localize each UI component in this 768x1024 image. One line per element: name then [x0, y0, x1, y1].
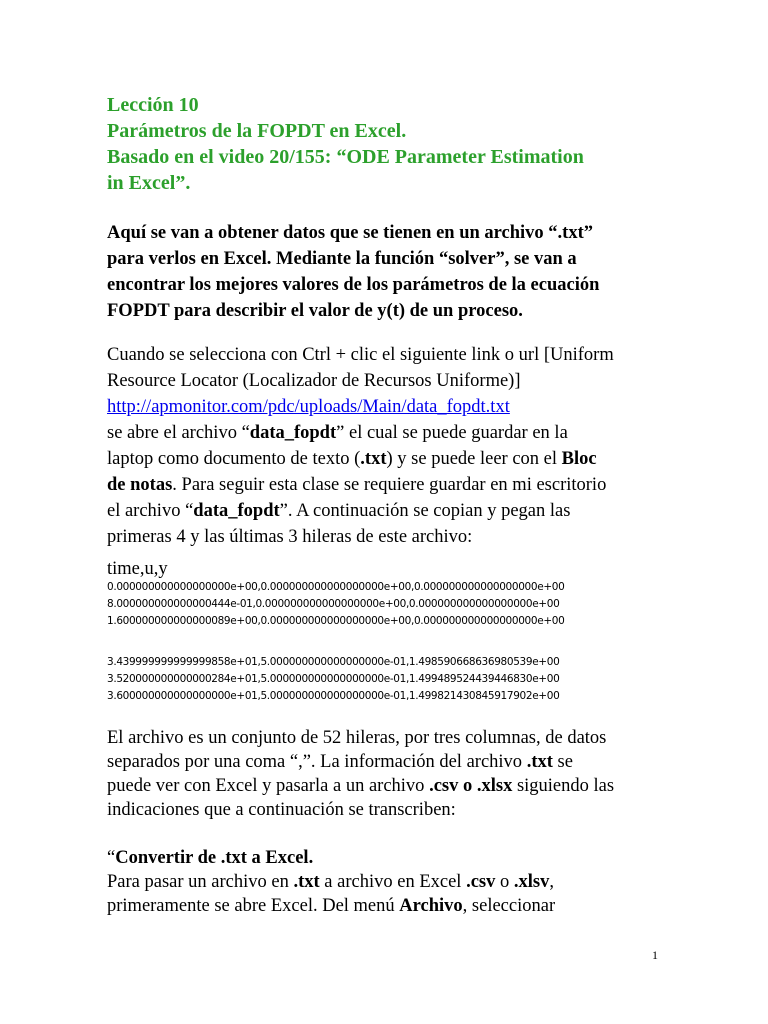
- intro-line: Aquí se van a obtener datos que se tienen en un archivo “.txt”: [107, 223, 594, 243]
- text-line: [107, 870, 677, 894]
- extension-bold: .txt: [293, 872, 320, 892]
- text-line: [107, 750, 677, 774]
- text-run: laptop como documento de texto (: [107, 449, 361, 469]
- text-run: ,: [549, 872, 554, 892]
- text-run: el archivo “: [107, 501, 194, 521]
- data-header: time,u,y: [107, 559, 168, 579]
- data-row: 3.600000000000000000e+01,5.000000000000000000e-01,1.499821430845917902e+00: [107, 690, 560, 702]
- lesson-subtitle: Basado en el video 20/155: “ODE Parameter Estimation: [107, 146, 584, 168]
- section-title: [107, 846, 677, 870]
- paragraph-link: [107, 342, 677, 550]
- paragraph-description: [107, 726, 677, 822]
- text-run: , seleccionar: [462, 896, 556, 916]
- extension-bold: .xlsv: [513, 872, 550, 892]
- data-rows-last: [107, 654, 559, 705]
- filename-bold: data_fopdt: [193, 501, 280, 521]
- text-run: siguiendo las: [512, 776, 615, 796]
- text-run: primeramente se abre Excel. Del menú: [107, 896, 400, 916]
- text-line: Cuando se selecciona con Ctrl + clic el siguiente link o url [Uniform: [107, 345, 614, 365]
- extension-bold: .txt: [360, 449, 387, 469]
- text-line: indicaciones que a continuación se transcriben:: [107, 800, 456, 820]
- data-row: 3.439999999999999858e+01,5.000000000000000000e-01,1.498590668636980539e+00: [107, 656, 560, 668]
- text-run: se: [552, 752, 573, 772]
- data-row: 1.600000000000000089e+00,0.000000000000000000e+00,0.000000000000000000e+00: [107, 615, 565, 627]
- section-title-bold: Convertir de .txt a Excel.: [115, 848, 314, 868]
- text-line: El archivo es un conjunto de 52 hileras, por tres columnas, de datos: [107, 728, 607, 748]
- lesson-number: Lección 10: [107, 94, 199, 116]
- text-line: primeras 4 y las últimas 3 hileras de este archivo:: [107, 527, 473, 547]
- app-name-bold: Bloc: [561, 449, 597, 469]
- text-line: [107, 894, 677, 918]
- page-number: 1: [652, 948, 658, 962]
- text-run: Para pasar un archivo en: [107, 872, 294, 892]
- lesson-heading: [107, 92, 687, 196]
- text-run: se abre el archivo “: [107, 423, 250, 443]
- text-run: . Para seguir esta clase se requiere guardar en mi escritorio: [172, 475, 607, 495]
- text-line: Resource Locator (Localizador de Recursos Uniforme)]: [107, 371, 521, 391]
- filename-bold: data_fopdt: [249, 423, 337, 443]
- extension-bold: .csv: [466, 872, 496, 892]
- intro-line: encontrar los mejores valores de los parámetros de la ecuación: [107, 275, 600, 295]
- text-line: [107, 472, 677, 498]
- menu-name-bold: Archivo: [399, 896, 463, 916]
- text-line: [107, 420, 677, 446]
- text-run: ) y se puede leer con el: [386, 449, 562, 469]
- intro-line: para verlos en Excel. Mediante la función “solver”, se van a: [107, 249, 577, 269]
- data-row: 0.000000000000000000e+00,0.000000000000000000e+00,0.000000000000000000e+00: [107, 581, 565, 593]
- text-run: a archivo en Excel: [319, 872, 467, 892]
- data-file-link[interactable]: http://apmonitor.com/pdc/uploads/Main/data_fopdt.txt: [107, 397, 510, 417]
- text-line: [107, 446, 677, 472]
- text-line: [107, 774, 677, 798]
- data-row: 8.000000000000000444e-01,0.000000000000000000e+00,0.000000000000000000e+00: [107, 598, 560, 610]
- app-name-bold: de notas: [107, 475, 173, 495]
- intro-paragraph: [107, 220, 667, 324]
- intro-line: FOPDT para describir el valor de y(t) de un proceso.: [107, 301, 523, 321]
- extension-bold: .csv o .xlsx: [429, 776, 513, 796]
- text-run: ” el cual se puede guardar en la: [336, 423, 568, 443]
- text-run: “: [107, 848, 116, 868]
- text-run: ”. A continuación se copian y pegan las: [279, 501, 571, 521]
- paragraph-convert: [107, 846, 677, 918]
- text-run: o: [495, 872, 514, 892]
- extension-bold: .txt: [526, 752, 553, 772]
- data-rows-first: [107, 579, 564, 630]
- text-run: separados por una coma “,”. La información del archivo: [107, 752, 527, 772]
- data-row: 3.520000000000000284e+01,5.000000000000000000e-01,1.499489524439446830e+00: [107, 673, 560, 685]
- lesson-subtitle-cont: in Excel”.: [107, 172, 191, 194]
- text-line: [107, 498, 677, 524]
- text-run: puede ver con Excel y pasarla a un archivo: [107, 776, 430, 796]
- lesson-title: Parámetros de la FOPDT en Excel.: [107, 120, 407, 142]
